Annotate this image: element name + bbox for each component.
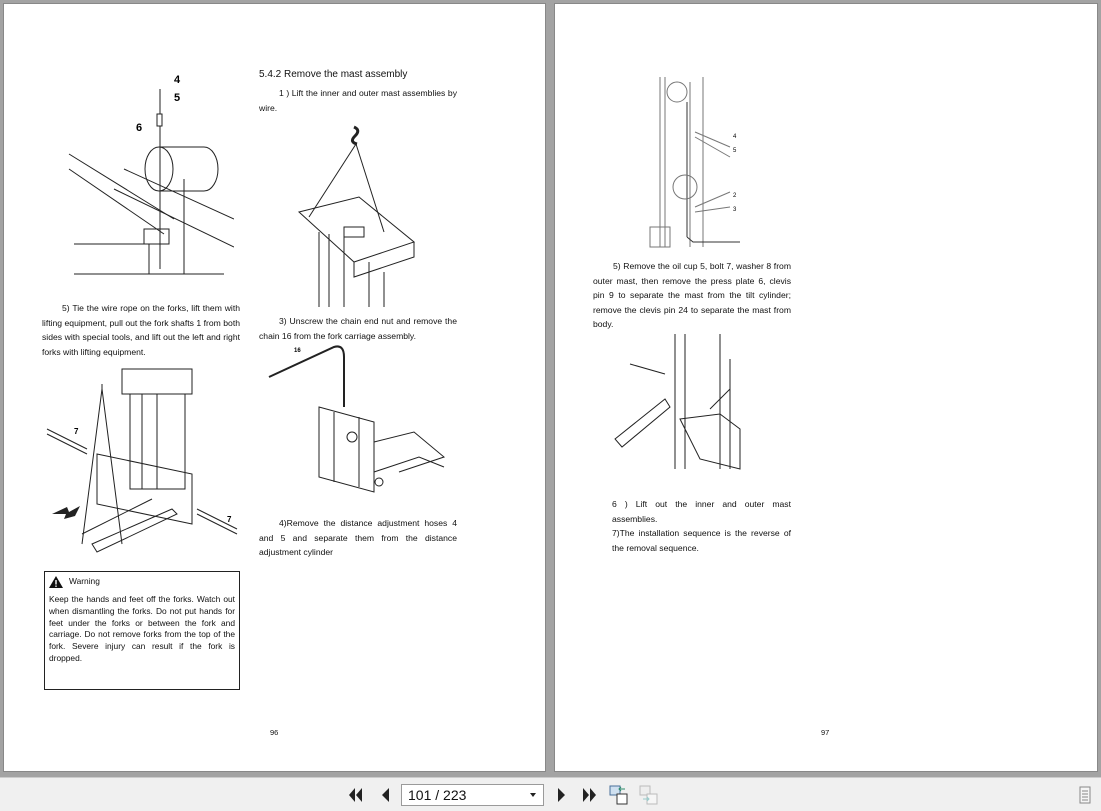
- label-4: 4: [733, 134, 737, 140]
- fork-shaft-figure: [64, 69, 234, 279]
- step-6-text: 6 ) Lift out the inner and outer mast assemblies.: [612, 499, 791, 524]
- warning-box: [44, 571, 240, 690]
- previous-page-button[interactable]: [378, 786, 392, 804]
- first-page-icon: [348, 787, 364, 803]
- label-5: 5: [174, 92, 181, 104]
- go-forward-view-button[interactable]: [638, 786, 660, 804]
- direction-arrow-icon: [52, 506, 80, 519]
- last-page-button[interactable]: [580, 786, 598, 804]
- page-indicator: 101 / 223: [408, 787, 467, 803]
- step-5-text: 5) Remove the oil cup 5, bolt 7, washer 8 from outer mast, then remove the press plate 6, clevis pin 9 to separate the mast from the tilt cylinder; remove the clevis pin 24 to separate the mast from body.: [593, 261, 791, 330]
- step-3-text: 3) Unscrew the chain end nut and remove the chain 16 from the fork carriage assembly.: [259, 316, 457, 341]
- mast-lift-figure: [289, 122, 429, 312]
- first-page-button[interactable]: [347, 786, 365, 804]
- page-number: 96: [270, 728, 279, 737]
- label-16: 16: [294, 348, 301, 354]
- label-3: 3: [733, 207, 737, 213]
- pdf-page-97: [554, 3, 1098, 772]
- document-icon: [1079, 786, 1091, 804]
- section-title: 5.4.2 Remove the mast assembly: [259, 69, 408, 80]
- label-7-right: 7: [227, 515, 232, 524]
- step-5-text: 5) Tie the wire rope on the forks, lift them with lifting equipment, pull out the fork shafts 1 from both sides with special tools, and lift out the left and right forks with lifting equipment.: [42, 303, 240, 357]
- page-menu-button[interactable]: [1078, 786, 1092, 804]
- go-back-view-button[interactable]: [608, 786, 630, 804]
- next-page-button[interactable]: [555, 786, 569, 804]
- previous-page-icon: [380, 787, 390, 803]
- step-7-text: 7)The installation sequence is the reverse of the removal sequence.: [612, 528, 791, 553]
- next-page-icon: [557, 787, 567, 803]
- last-page-icon: [581, 787, 597, 803]
- warning-title: Warning: [69, 576, 100, 587]
- label-2: 2: [733, 193, 737, 199]
- forward-view-icon: [639, 785, 659, 805]
- tilt-cylinder-figure: [610, 329, 790, 484]
- label-5: 5: [733, 148, 737, 154]
- label-6: 6: [136, 122, 143, 134]
- mast-chain-figure: [645, 72, 745, 257]
- chain-removal-figure: [264, 342, 454, 507]
- label-7-left: 7: [74, 427, 79, 436]
- fork-removal-figure: [42, 364, 242, 559]
- pdf-page-96: [3, 3, 546, 772]
- warning-triangle-icon: [49, 576, 63, 588]
- pdf-navigation-toolbar: [0, 777, 1101, 811]
- label-4: 4: [174, 74, 181, 86]
- chevron-down-icon: [529, 792, 537, 798]
- page-number: 97: [821, 728, 830, 737]
- step-1-text: 1 ) Lift the inner and outer mast assemblies by wire.: [259, 88, 457, 113]
- step-4-text: 4)Remove the distance adjustment hoses 4 and 5 and separate them from the distance adjustment cylinder: [259, 518, 457, 558]
- page-number-select[interactable]: [401, 784, 544, 806]
- warning-body: Keep the hands and feet off the forks. Watch out when dismantling the forks. Do not put hands for feet under the forks or between the fork and carriage. Do not remove forks from the top of the fork. Severe injury can result if the fork is dropped.: [49, 594, 235, 663]
- back-view-icon: [609, 785, 629, 805]
